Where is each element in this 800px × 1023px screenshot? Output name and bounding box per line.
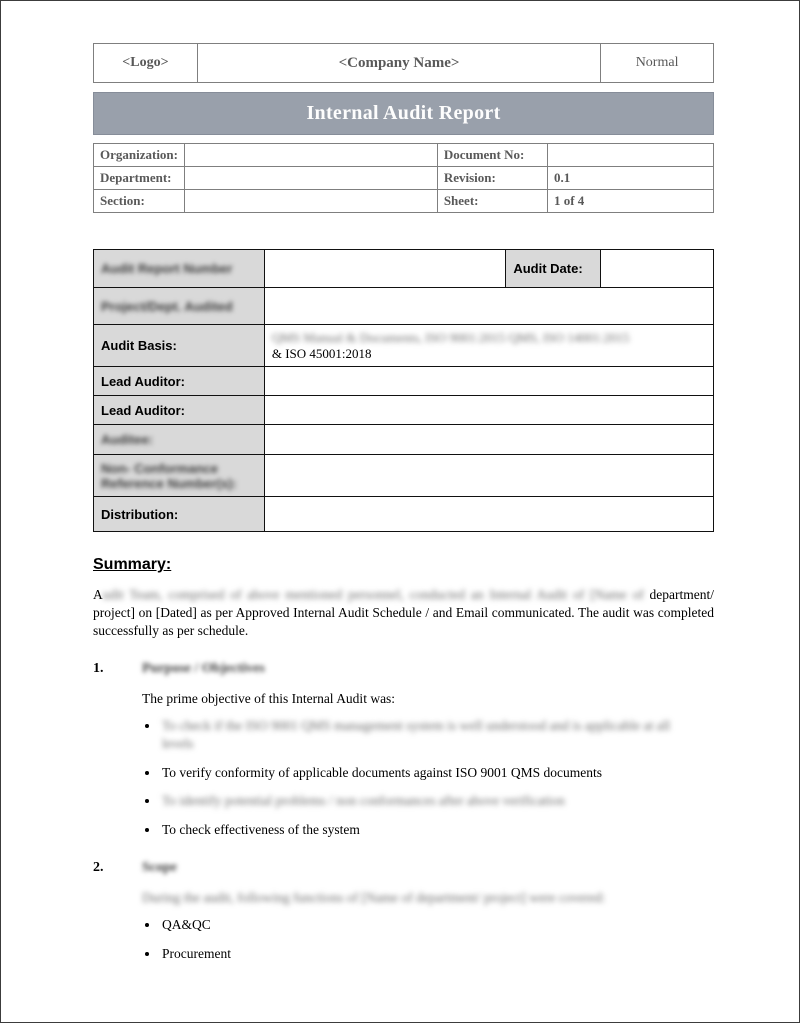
scope-intro: During the audit, following functions of [Name of department/ project] were covered: xyxy=(142,890,606,906)
table-row xyxy=(94,325,714,367)
list-item: • Procurement xyxy=(160,945,690,963)
scope-list xyxy=(160,916,714,962)
sheet-value: 1 of 4 xyxy=(547,190,713,213)
logo-placeholder: <Logo> xyxy=(94,44,198,83)
project-dept-audited-value-cell xyxy=(264,288,713,325)
lead-auditor-label-2: Lead Auditor: xyxy=(94,396,265,425)
table-row xyxy=(94,144,714,167)
page-title: Internal Audit Report xyxy=(306,102,501,124)
section-body xyxy=(142,890,714,962)
summary-visible-text: department/ project] on [Dated] as per Approved Internal Audit Schedule / and Email communicated. The audit was completed successfully as per schedule. xyxy=(93,587,715,638)
audit-date-value-cell xyxy=(601,250,714,288)
section-purpose-objectives xyxy=(93,661,714,838)
summary-blurred-text: udit Team, comprised of above mentioned personnel, conducted an Internal Audit of [Name of xyxy=(102,587,644,602)
list-item: • To check if the ISO 9001 QMS management system is well understood and is applicable at all levels xyxy=(160,717,690,752)
department-value-cell xyxy=(185,167,438,190)
document-content xyxy=(93,43,714,962)
list-item: • QA&QC xyxy=(160,916,690,934)
document-no-value-cell xyxy=(547,144,713,167)
table-row xyxy=(94,396,714,425)
audit-report-number-value-cell xyxy=(264,250,505,288)
list-item: • To check effectiveness of the system xyxy=(160,821,690,839)
list-item: • To identify potential problems / non conformances after above verification xyxy=(160,792,690,810)
objectives-intro: The prime objective of this Internal Audit was: xyxy=(142,691,396,707)
audit-basis-visible-text: & ISO 45001:2018 xyxy=(271,345,372,361)
audit-basis-label: Audit Basis: xyxy=(94,325,265,367)
lead-auditor-label-1: Lead Auditor: xyxy=(94,367,265,396)
auditee-value-cell xyxy=(264,425,713,455)
list-item: • To verify conformity of applicable documents against ISO 9001 QMS documents xyxy=(160,764,690,782)
summary-paragraph xyxy=(93,586,714,639)
lead-auditor-value-cell-2 xyxy=(264,396,713,425)
distribution-value-cell xyxy=(264,497,713,532)
distribution-label: Distribution: xyxy=(94,497,265,532)
header-table xyxy=(93,43,714,83)
section-heading-row xyxy=(93,661,714,677)
audit-report-number-label: Audit Report Number xyxy=(94,250,265,288)
summary-visible-lead: A xyxy=(93,587,103,602)
revision-label: Revision: xyxy=(437,167,547,190)
auditee-label: Auditee: xyxy=(94,425,265,455)
section-label: Section: xyxy=(94,190,185,213)
table-row xyxy=(94,497,714,532)
section-value-cell xyxy=(185,190,438,213)
table-row xyxy=(94,367,714,396)
table-row xyxy=(94,425,714,455)
department-label: Department: xyxy=(94,167,185,190)
audit-date-label: Audit Date: xyxy=(506,250,601,288)
section-heading-blurred: Purpose / Objectives xyxy=(142,661,265,677)
audit-basis-blurred-text: QMS Manual & Documents, ISO 9001:2015 QMS, ISO 14001:2015 xyxy=(271,329,630,345)
project-dept-audited-label: Project/Dept. Audited xyxy=(94,288,265,325)
table-row xyxy=(94,167,714,190)
lead-auditor-value-cell-1 xyxy=(264,367,713,396)
section-body xyxy=(142,691,714,838)
document-no-label: Document No: xyxy=(437,144,547,167)
section-heading-blurred: Scope xyxy=(142,860,177,876)
section-number: 2. xyxy=(93,860,104,876)
audit-form-table xyxy=(93,249,714,532)
revision-value: 0.1 xyxy=(547,167,713,190)
objectives-list xyxy=(160,717,714,838)
summary-heading: Summary: xyxy=(93,556,172,573)
nc-reference-label: Non- Conformance Reference Number(s): xyxy=(94,455,265,497)
section-number: 1. xyxy=(93,661,104,677)
table-row xyxy=(94,455,714,497)
sheet-label: Sheet: xyxy=(437,190,547,213)
organization-label: Organization: xyxy=(94,144,185,167)
doc-info-table xyxy=(93,143,714,213)
nc-reference-value-cell xyxy=(264,455,713,497)
title-banner xyxy=(93,92,714,135)
table-row xyxy=(94,190,714,213)
section-scope xyxy=(93,860,714,962)
classification-label: Normal xyxy=(601,44,714,83)
organization-value-cell xyxy=(185,144,438,167)
audit-basis-value xyxy=(264,325,713,367)
table-row xyxy=(94,288,714,325)
company-name-placeholder: <Company Name> xyxy=(197,44,600,83)
section-heading-row xyxy=(93,860,714,876)
table-row xyxy=(94,250,714,288)
